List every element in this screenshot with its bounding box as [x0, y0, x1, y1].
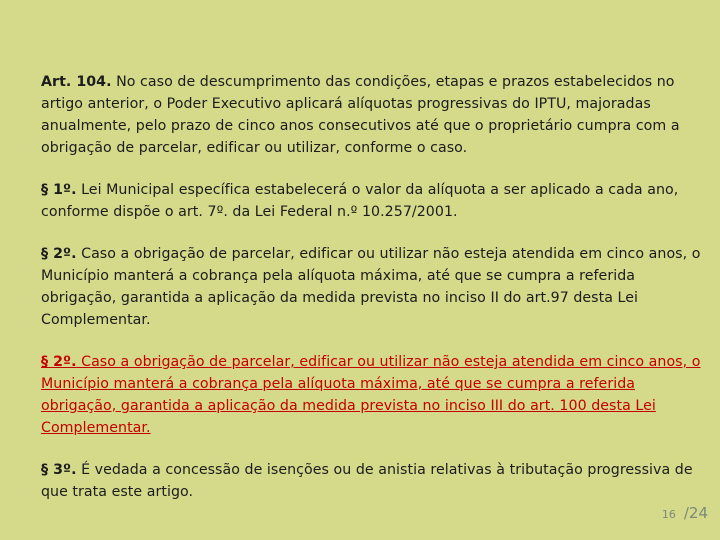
paragraph-2-original — [41, 243, 701, 331]
page-number — [662, 504, 708, 522]
paragraph-lead: § 1º. — [41, 182, 77, 198]
paragraph-text: É vedada a concessão de isenções ou de anistia relativas à tributação progressiva de que trata este artigo. — [41, 462, 693, 500]
total-pages: /24 — [683, 504, 708, 522]
current-page: 16 — [661, 508, 676, 521]
paragraph-text: Caso a obrigação de parcelar, edificar ou utilizar não esteja atendida em cinco anos, o Município manterá a cobrança pela alíquota máxima, até que se cumpra a referida obrigação, garantida a aplicação da medida prevista no inciso II do art.97 desta Lei Complementar. — [41, 246, 701, 328]
paragraph-lead: § 2º. — [41, 246, 77, 262]
paragraph-lead: Art. 104. — [41, 74, 112, 90]
paragraph-2-amended — [41, 351, 701, 439]
article-104-paragraph — [41, 71, 701, 159]
paragraph-text: No caso de descumprimento das condições, etapas e prazos estabelecidos no artigo anterior, o Poder Executivo aplicará alíquotas progressivas do IPTU, majoradas anualmente, pelo prazo de cinco anos consecutivos até que o proprietário cumpra com a obrigação de parcelar, edificar ou utilizar, conforme o caso. — [41, 74, 680, 156]
paragraph-text: Lei Municipal específica estabelecerá o valor da alíquota a ser aplicado a cada ano, conforme dispõe o art. 7º. da Lei Federal n.º 10.257/2001. — [41, 182, 679, 220]
paragraph-lead: § 3º. — [41, 462, 77, 478]
paragraph-1 — [41, 179, 701, 223]
paragraph-3 — [41, 459, 701, 503]
paragraph-text: Caso a obrigação de parcelar, edificar ou utilizar não esteja atendida em cinco anos, o Município manterá a cobrança pela alíquota máxima, até que se cumpra a referida obrigação, garantida a aplicação da medida prevista no inciso III do art. 100 desta Lei Complementar. — [41, 354, 701, 436]
paragraph-lead: § 2º. — [41, 354, 77, 370]
